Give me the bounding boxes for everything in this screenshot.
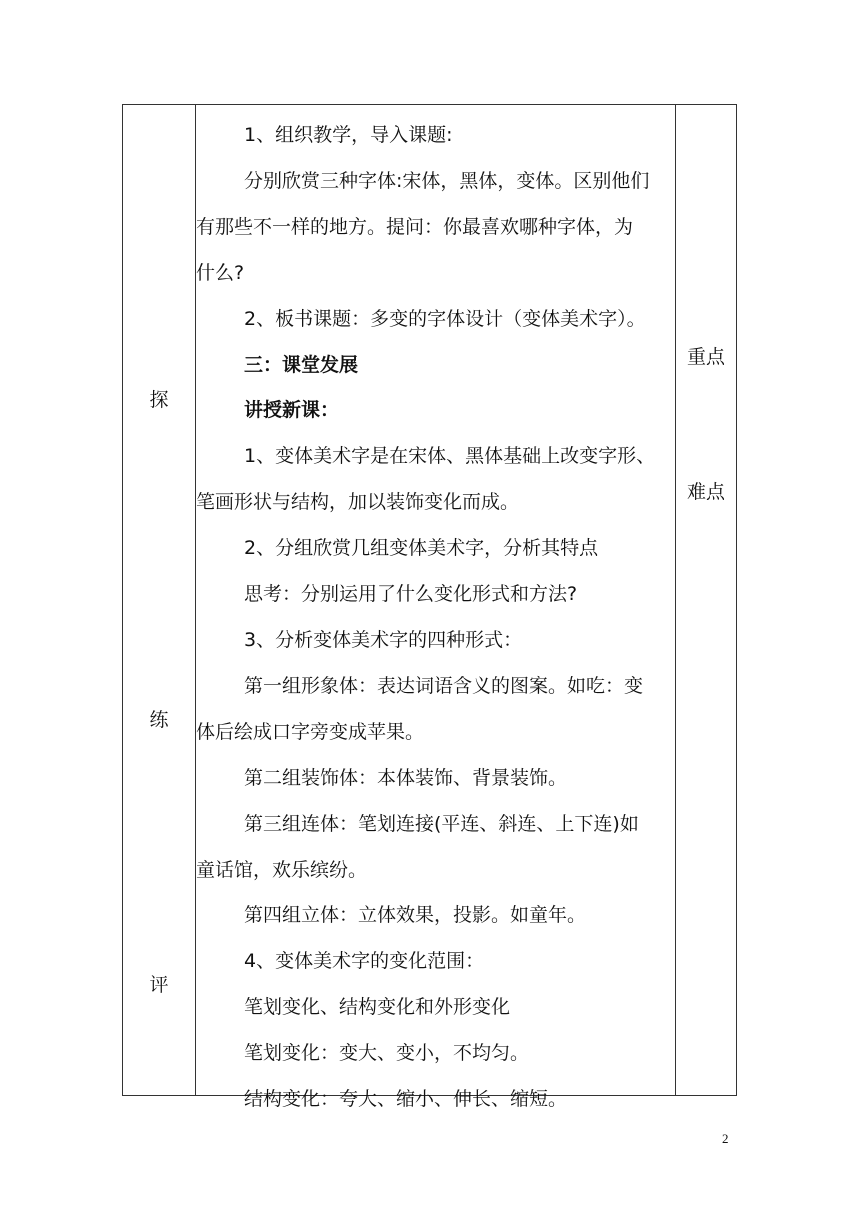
content-line: 第四组立体：立体效果，投影。如童年。 [244, 904, 587, 927]
left-label-ping: 评 [149, 974, 169, 996]
left-label-lian: 练 [149, 709, 169, 731]
lesson-table [122, 104, 737, 1111]
content-line: 第二组装饰体：本体装饰、背景装饰。 [244, 766, 568, 789]
content-line: 第一组形象体：表达词语含义的图案。如吃：变 [244, 674, 644, 697]
content-line: 什么? [196, 261, 245, 284]
content-line: 思考：分别运用了什么变化形式和方法? [244, 583, 578, 606]
content-line: 2、分组欣赏几组变体美术字，分析其特点 [244, 537, 599, 560]
left-label-tan: 探 [149, 389, 169, 411]
content-line: 笔划变化：变大、变小，不均匀。 [244, 1042, 530, 1065]
content-line: 体后绘成口字旁变成苹果。 [196, 720, 425, 743]
content-line: 有那些不一样的地方。提问：你最喜欢哪种字体，为 [196, 215, 634, 238]
content-line: 1、组织教学，导入课题: [244, 124, 453, 146]
content-line: 第三组连体：笔划连接(平连、斜连、上下连)如 [244, 812, 639, 835]
content-line: 结构变化：夸大、缩小、伸长、缩短。 [244, 1088, 568, 1111]
content-line: 笔画形状与结构，加以装饰变化而成。 [196, 491, 520, 514]
content-line: 2、板书课题：多变的字体设计（变体美术字）。 [244, 307, 646, 330]
content-line: 分别欣赏三种字体:宋体，黑体，变体。区别他们 [244, 169, 650, 192]
content-line: 笔划变化、结构变化和外形变化 [244, 996, 511, 1019]
content-line: 4、变体美术字的变化范围： [244, 950, 485, 973]
right-label-difficult-point: 难点 [686, 481, 725, 503]
page-number: 2 [722, 1131, 729, 1146]
content-line: 三：课堂发展 [244, 353, 359, 376]
content-line: 3、分析变体美术字的四种形式： [244, 628, 523, 651]
right-label-key-point: 重点 [686, 346, 725, 368]
column-divider-right [675, 105, 676, 1095]
content-line: 讲授新课： [244, 399, 340, 422]
content-line: 童话馆，欢乐缤纷。 [196, 858, 368, 881]
lesson-content [196, 113, 674, 1123]
content-line: 1、变体美术字是在宋体、黑体基础上改变字形、 [244, 445, 656, 468]
